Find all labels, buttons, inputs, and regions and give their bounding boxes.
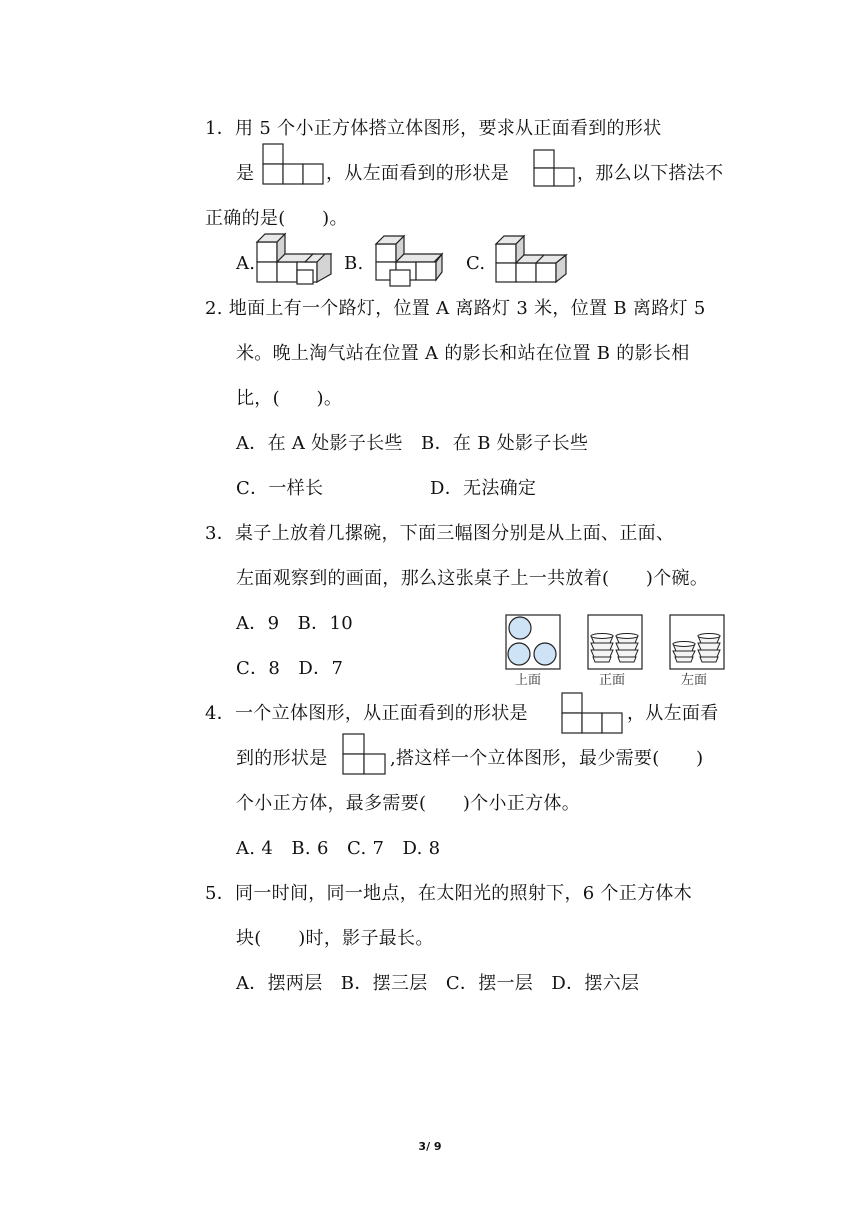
q4-front-view-icon bbox=[561, 692, 625, 734]
q1-option-b-label: B. bbox=[344, 253, 364, 274]
q1-front-view-icon bbox=[262, 143, 324, 185]
q3-left-view-bowls-icon bbox=[669, 614, 725, 670]
q2-options-ab: A．在 A 处影子长些 B．在 B 处影子长些 bbox=[236, 433, 589, 454]
q3-label-left: 左面 bbox=[681, 673, 708, 688]
q4-line1a: 4．一个立体图形，从正面看到的形状是 bbox=[205, 703, 528, 724]
q1-line2b: ，从左面看到的形状是 bbox=[326, 163, 509, 184]
q4-line2b: ,搭这样一个立体图形，最少需要( ) bbox=[390, 748, 704, 769]
q3-label-top: 上面 bbox=[515, 673, 542, 688]
q1-line1: 1．用 5 个小正方体搭立体图形，要求从正面看到的形状 bbox=[205, 118, 662, 139]
q5-line2: 块( )时，影子最长。 bbox=[236, 928, 434, 949]
q3-line1: 3．桌子上放着几摞碗，下面三幅图分别是从上面、正面、 bbox=[205, 523, 675, 544]
q3-options-ab: A．9 B．10 bbox=[236, 613, 353, 634]
q2-option-c: C．一样长 bbox=[236, 478, 324, 499]
q1-option-c-label: C. bbox=[466, 253, 486, 274]
q4-options: A. 4 B. 6 C. 7 D. 8 bbox=[236, 838, 441, 859]
q3-options-cd: C．8 D．7 bbox=[236, 658, 344, 679]
page-number: 3/ 9 bbox=[418, 1140, 442, 1153]
q5-line1: 5．同一时间，同一地点，在太阳光的照射下，6 个正方体木 bbox=[205, 883, 693, 904]
q2-option-d: D．无法确定 bbox=[430, 478, 537, 499]
q1-line2a: 是 bbox=[236, 163, 255, 184]
q4-line3: 个小正方体，最多需要( )个小正方体。 bbox=[236, 793, 581, 814]
q2-line2: 米。晚上淘气站在位置 A 的影长和站在位置 B 的影长相 bbox=[236, 343, 690, 364]
q3-top-view-bowls-icon bbox=[505, 614, 561, 670]
q1-line2c: ，那么以下搭法不 bbox=[577, 163, 724, 184]
q2-line1: 2. 地面上有一个路灯，位置 A 离路灯 3 米，位置 B 离路灯 5 bbox=[205, 298, 706, 319]
q5-options: A．摆两层 B．摆三层 C．摆一层 D．摆六层 bbox=[236, 973, 640, 994]
q1-option-a-label: A. bbox=[236, 253, 256, 274]
q4-line2a: 到的形状是 bbox=[236, 748, 328, 769]
q1-option-a-cubes-icon bbox=[255, 230, 333, 286]
q1-left-view-icon bbox=[533, 149, 575, 187]
q3-label-front: 正面 bbox=[599, 673, 626, 688]
q3-line2: 左面观察到的画面，那么这张桌子上一共放着( )个碗。 bbox=[236, 568, 709, 589]
q1-line3: 正确的是( )。 bbox=[205, 208, 348, 229]
q1-option-c-cubes-icon bbox=[494, 234, 570, 286]
q4-line1b: ，从左面看 bbox=[627, 703, 719, 724]
q3-front-view-bowls-icon bbox=[587, 614, 643, 670]
q2-line3: 比，( )。 bbox=[236, 388, 343, 409]
q4-left-view-icon bbox=[342, 733, 388, 775]
q1-option-b-cubes-icon bbox=[374, 232, 446, 288]
